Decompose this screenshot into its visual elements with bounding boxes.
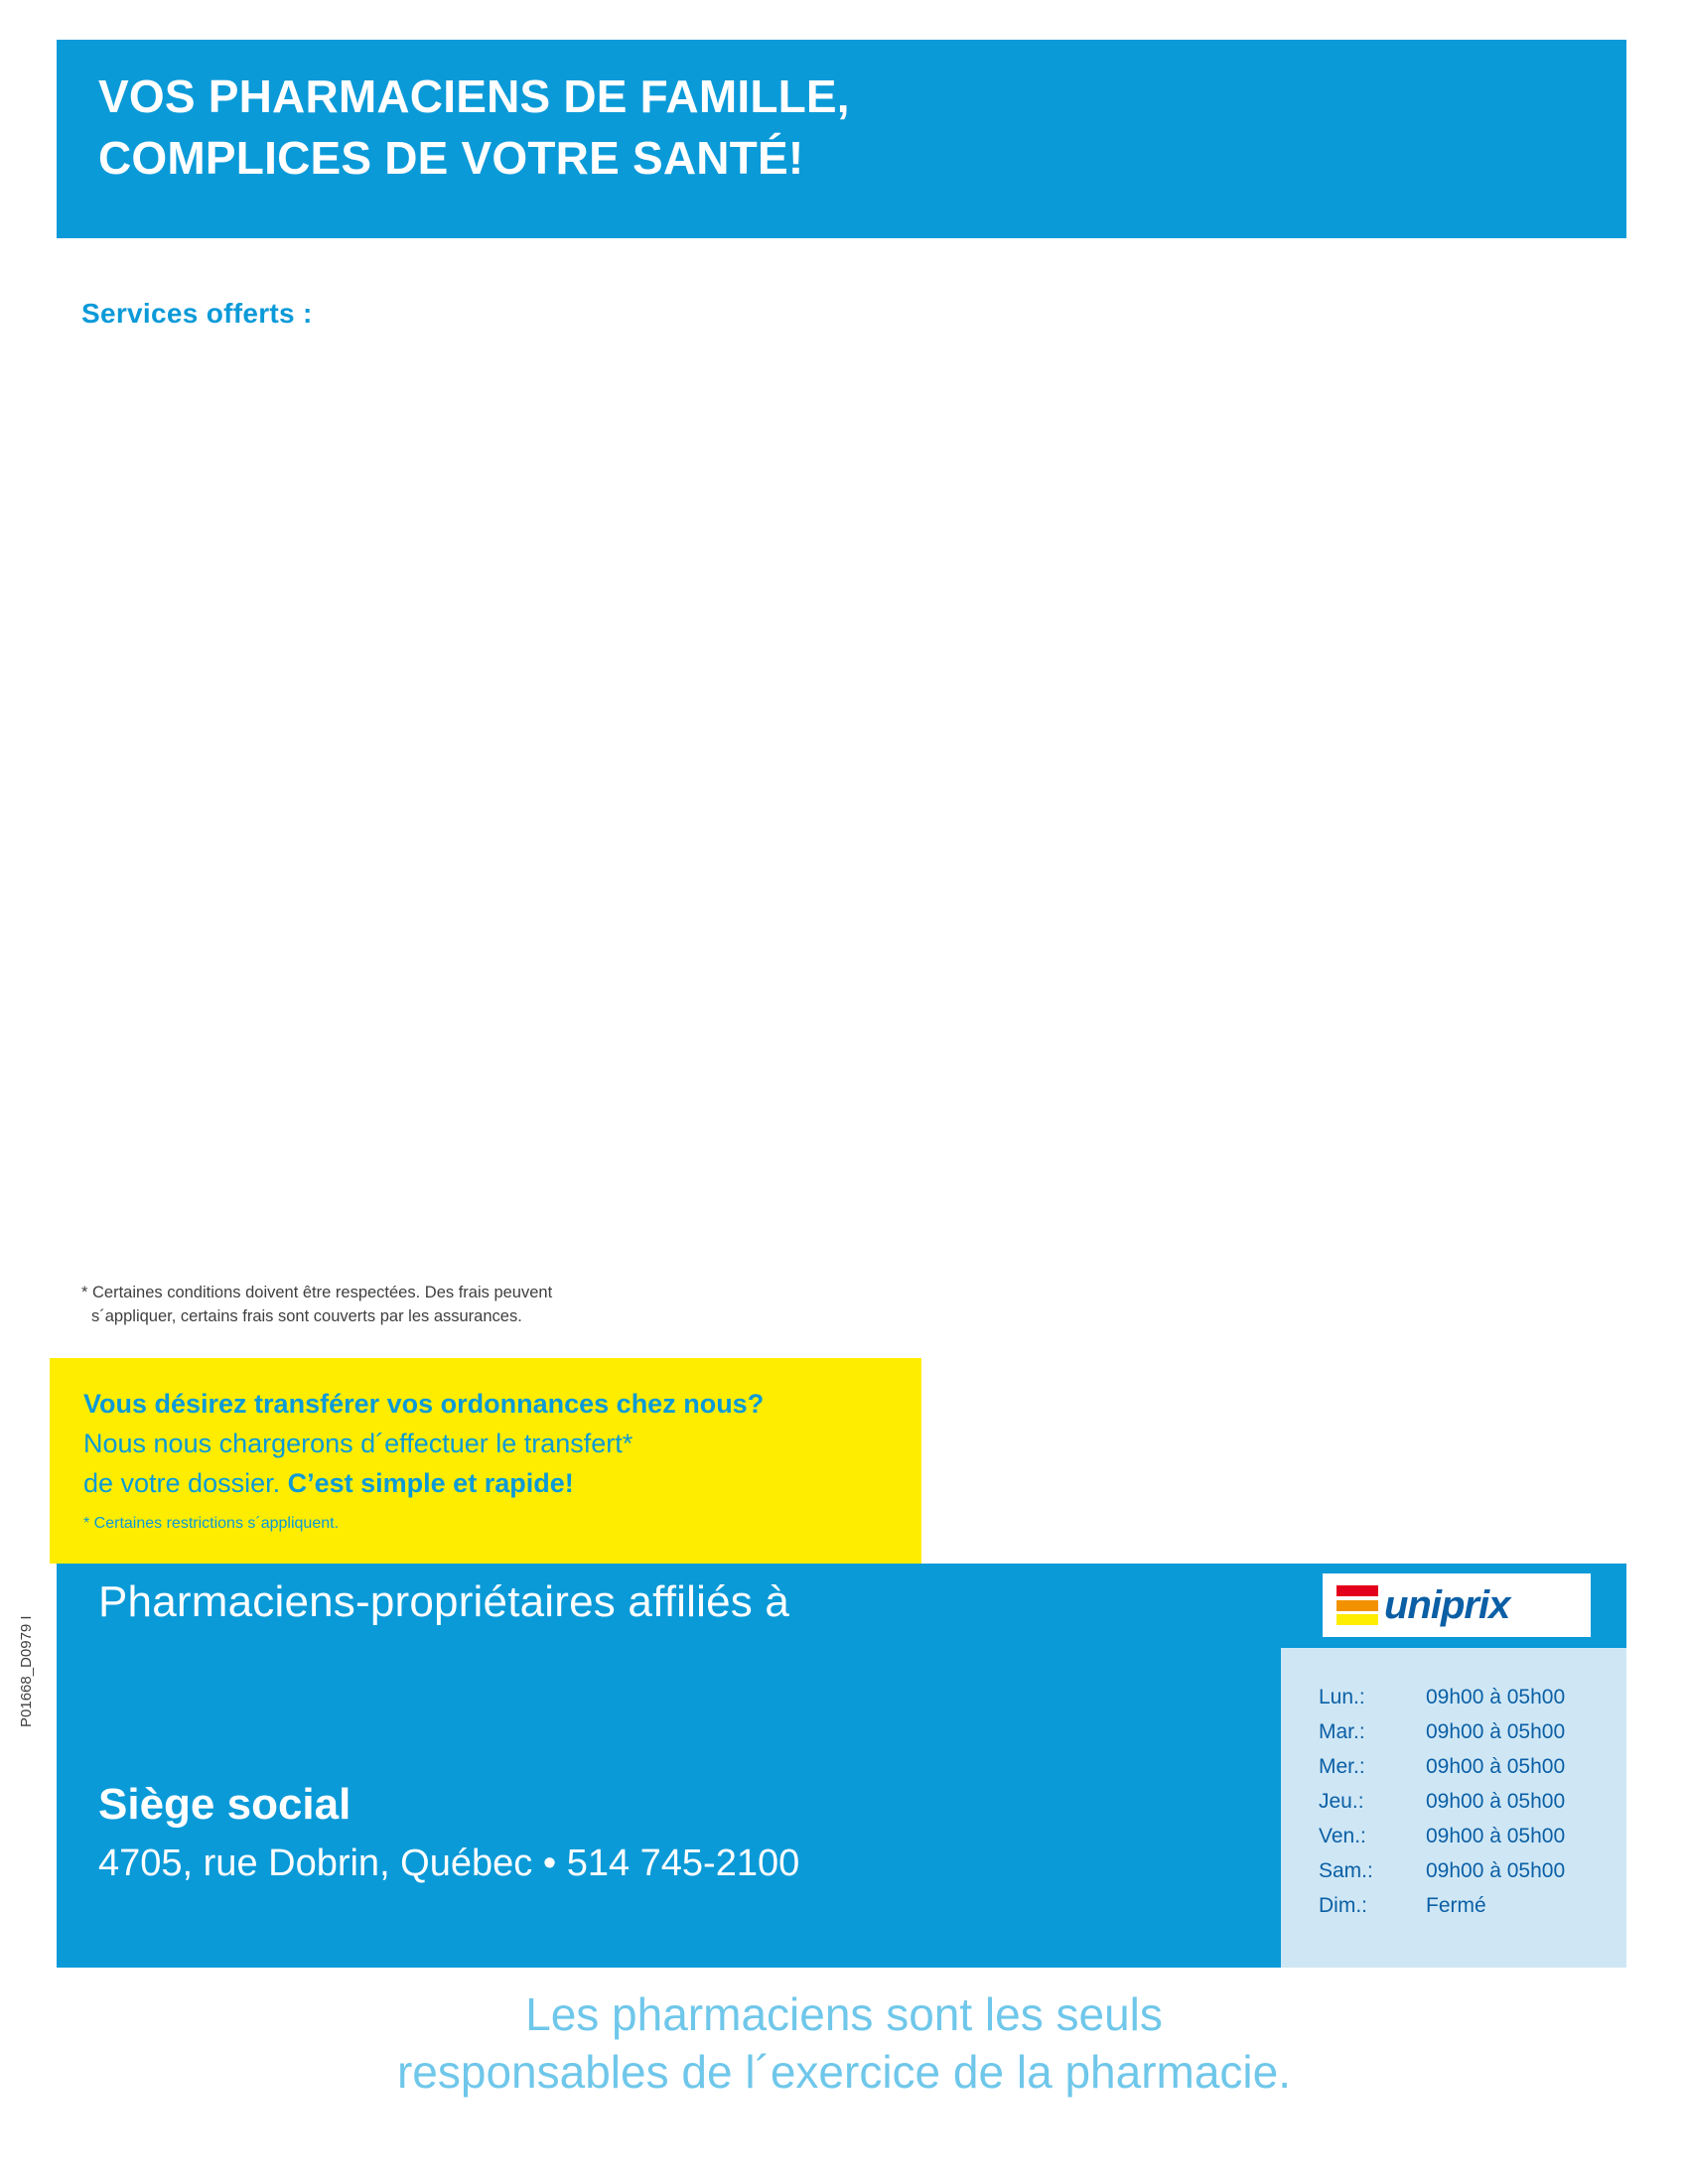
hours-value: 09h00 à 05h00 [1426,1720,1566,1743]
legal-tagline [0,1985,1688,2101]
uniprix-logo-wordmark: uniprix [1384,1583,1510,1627]
hours-day: Lun.: [1319,1686,1365,1708]
hours-row [1319,1749,1626,1784]
transfer-line-2: Nous nous chargerons d´effectuer le transfert* [83,1429,633,1458]
logo-bars-icon [1336,1585,1378,1625]
transfer-line-3-bold: C’est simple et rapide! [287,1468,574,1498]
hours-day: Mar.: [1319,1720,1365,1743]
tagline-line-2: responsables de l´exercice de la pharmacie. [396,2046,1292,2098]
hours-row [1319,1714,1626,1749]
transfer-disclaimer: * Certaines restrictions s´appliquent. [83,1515,340,1532]
transfer-heading: Vous désirez transférer vos ordonnances chez nous? [83,1389,765,1419]
hours-value: 09h00 à 05h00 [1426,1859,1566,1882]
hours-day: Ven.: [1319,1825,1366,1847]
hours-day: Mer.: [1319,1755,1365,1778]
hours-day: Jeu.: [1319,1790,1364,1813]
store-info-block [57,1648,1626,1968]
document-code: P01668_D0979 I [18,1615,35,1727]
hours-day: Sam.: [1319,1859,1373,1882]
hours-row [1319,1819,1626,1853]
services-offered-label: Services offerts : [81,298,313,329]
banner-line-1: VOS PHARMACIENS DE FAMILLE, [98,70,850,122]
opening-hours-panel [1281,1648,1626,1968]
affiliation-text: Pharmaciens-propriétaires affiliés à [98,1577,790,1626]
affiliation-strip [57,1564,1626,1648]
conditions-footnote [81,1281,776,1328]
transfer-line-3 [83,1463,921,1503]
uniprix-logo [1323,1573,1591,1637]
store-title: Siège social [98,1780,352,1829]
hours-value: 09h00 à 05h00 [1426,1686,1566,1708]
hours-row [1319,1680,1626,1714]
footnote-line-1: * Certaines conditions doivent être respectées. Des frais peuvent [81,1284,553,1301]
footnote-line-2: s´appliquer, certains frais sont couverts par les assurances. [91,1307,522,1325]
hours-value: 09h00 à 05h00 [1426,1755,1566,1778]
hours-row [1319,1888,1626,1923]
tagline-line-1: Les pharmaciens sont les seuls [525,1988,1163,2040]
transfer-line-3-plain: de votre dossier. [83,1468,288,1498]
hours-value: Fermé [1426,1894,1486,1917]
hours-value: 09h00 à 05h00 [1426,1790,1566,1813]
hours-row [1319,1853,1626,1888]
banner-line-2: COMPLICES DE VOTRE SANTÉ! [98,132,804,184]
hours-row [1319,1784,1626,1819]
header-banner [57,40,1626,238]
hours-value: 09h00 à 05h00 [1426,1825,1566,1847]
hours-day: Dim.: [1319,1894,1367,1917]
store-address: 4705, rue Dobrin, Québec • 514 745-2100 [98,1843,800,1884]
prescription-transfer-box [50,1358,921,1564]
